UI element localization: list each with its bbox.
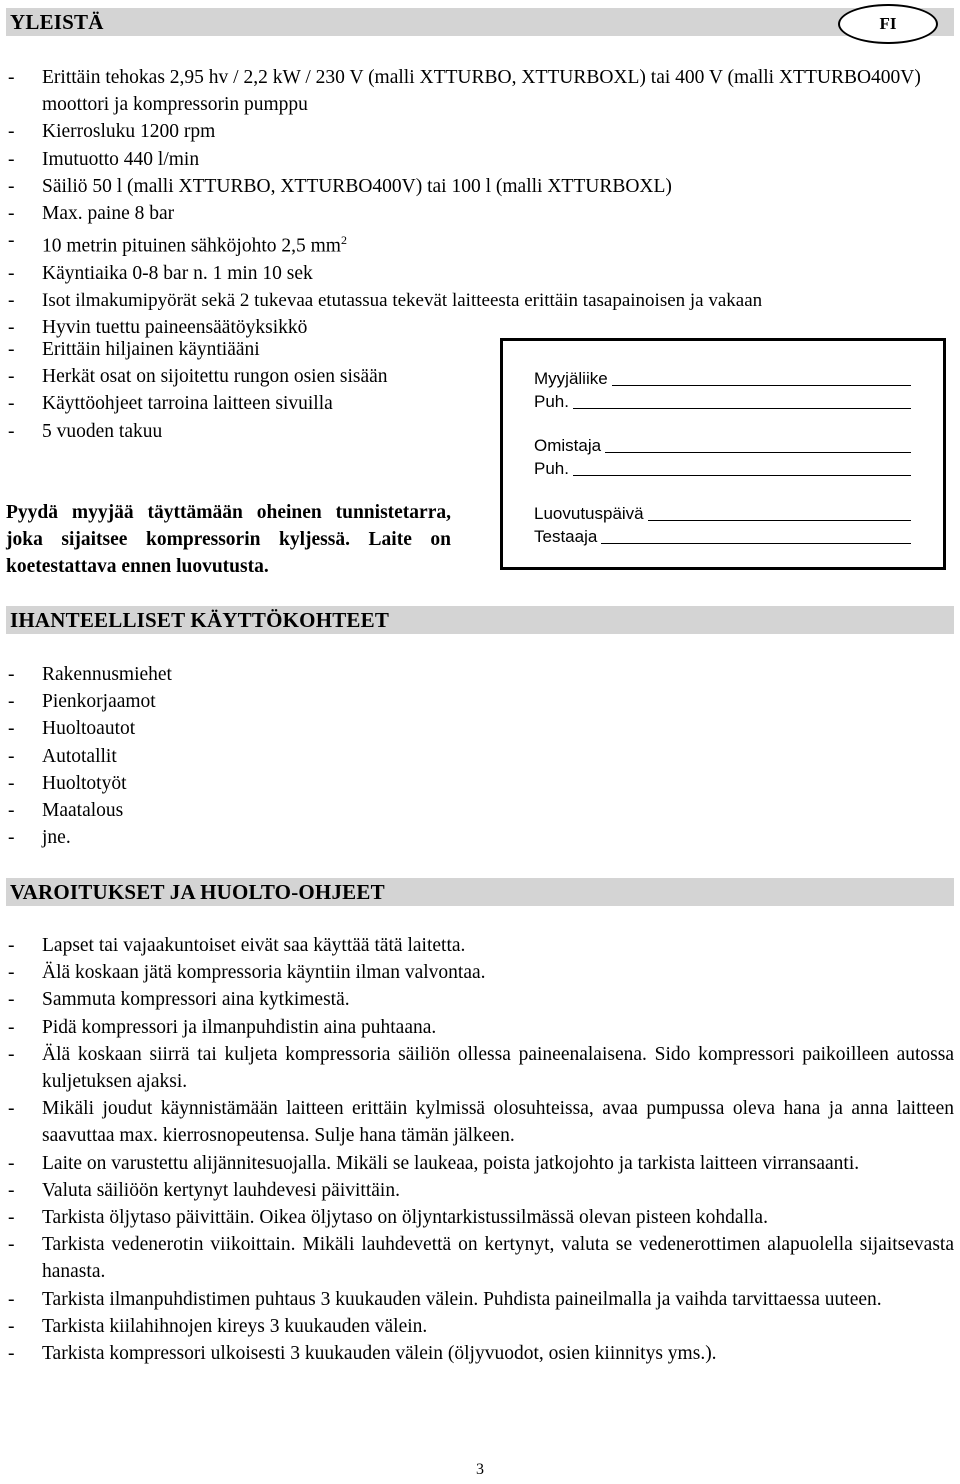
list-item: - Pienkorjaamot [6,688,954,715]
list-item: - Pidä kompressori ja ilmanpuhdistin aina puhtaana. [6,1014,954,1041]
section-header-kayttokohteet [6,606,954,634]
section-title: YLEISTÄ [10,10,104,34]
field-omistaja [534,433,911,455]
list-item: - Kierrosluku 1200 rpm [6,118,954,145]
page-number: 3 [476,1461,484,1478]
list-item: - Maatalous [6,797,954,824]
field-luovutuspaiva [534,501,911,523]
list-item: - Tarkista kiilahihnojen kireys 3 kuukauden välein. [6,1313,954,1340]
list-item: - Käyttöohjeet tarroina laitteen sivuilla [6,390,452,417]
list-item: - Lapset tai vajaakuntoiset eivät saa käyttää tätä laitetta. [6,932,954,959]
fill-line [601,543,911,544]
list-item: - Älä koskaan siirrä tai kuljeta kompressoria säiliön ollessa paineenalaisena. Sido kompressori paikoilleen autossa kuljetuksen ajaksi. [6,1041,954,1095]
list-item: - Huoltoautot [6,715,954,742]
list-item: - Herkät osat on sijoitettu rungon osien sisään [6,363,452,390]
field-label: Puh. [534,459,569,478]
field-label: Testaaja [534,527,598,546]
label-note: Pyydä myyjää täyttämään oheinen tunnistetarra, joka sijaitsee kompressorin kyljessä. Laite on koetestattava ennen luovutusta. [6,502,451,578]
list-item: - 10 metrin pituinen sähköjohto 2,5 $mm^2$ [6,227,954,260]
list-item: - Tarkista öljytaso päivittäin. Oikea öljytaso on öljyntarkistussilmässä olevan pisteen kohdalla. [6,1204,954,1231]
list-item: - Tarkista kompressori ulkoisesti 3 kuukauden välein (öljyvuodot, osien kiinnitys yms.). [6,1340,954,1367]
list-item: - Imutuotto 440 l/min [6,146,954,173]
list-item: - jne. [6,824,954,851]
list-item: - Valuta säiliöön kertynyt lauhdevesi päivittäin. [6,1177,954,1204]
fill-line [573,408,911,409]
features-list [6,64,954,342]
field-label: Myyjäliike [534,369,608,388]
warnings-list [6,932,954,1367]
list-item: - Käyntiaika 0-8 bar n. 1 min 10 sek [6,260,954,287]
field-label: Puh. [534,392,569,411]
features-list-continued [6,336,452,445]
list-item: - Hyvin tuettu paineensäätöyksikkö [6,314,954,341]
list-item: - Laite on varustettu alijännitesuojalla. Mikäli se laukeaa, poista jatkojohto ja tarkista laitteen virransaanti. [6,1150,954,1177]
list-item: - Erittäin tehokas 2,95 hv / 2,2 kW / 230 V (malli XTTURBO, XTTURBOXL) tai 400 V (malli XTTURBO400V) moottori ja kompressorin pumppu [6,64,954,118]
field-puh-seller [534,389,911,411]
field-label: Luovutuspäivä [534,504,644,523]
fill-line [573,475,911,476]
section-header-varoitukset [6,878,954,906]
list-item: - Tarkista vedenerotin viikoittain. Mikäli lauhdevettä on kertynyt, valuta se vedenerottimen alapuolella sijaitsevasta hanasta. [6,1231,954,1285]
list-item: - Mikäli joudut käynnistämään laitteen erittäin kylmissä olosuhteissa, avaa pumpussa oleva hana ja anna laitteen saavuttaa max. kierrosnopeutensa. Sulje hana tämän jälkeen. [6,1095,954,1149]
list-item: - Isot ilmakumipyörät sekä 2 tukevaa etutassua tekevät laitteesta erittäin tasapainoisen ja vakaan [6,287,954,314]
list-item: - Huoltotyöt [6,770,954,797]
identification-label-card [500,338,946,570]
list-item: - Älä koskaan jätä kompressoria käyntiin ilman valvontaa. [6,959,954,986]
field-testaaja [534,524,911,546]
list-item: - Sammuta kompressori aina kytkimestä. [6,986,954,1013]
fill-line [648,520,911,521]
list-item: - Erittäin hiljainen käyntiääni [6,336,452,363]
list-item: - Säiliö 50 l (malli XTTURBO, XTTURBO400V) tai 100 l (malli XTTURBOXL) [6,173,954,200]
list-item: - Rakennusmiehet [6,661,954,688]
list-item: - Max. paine 8 bar [6,200,954,227]
section-header-yleista [6,8,954,36]
fill-line [612,385,911,386]
field-myyjaliike [534,366,911,388]
list-item: - 5 vuoden takuu [6,418,452,445]
language-badge: FI [838,4,938,44]
section-title: VAROITUKSET JA HUOLTO-OHJEET [10,880,385,904]
superscript: 2 [340,233,347,248]
list-item: - Autotallit [6,743,954,770]
use-cases-list [6,661,954,851]
section-title: IHANTEELLISET KÄYTTÖKOHTEET [10,608,390,632]
list-item: - Tarkista ilmanpuhdistimen puhtaus 3 kuukauden välein. Puhdista paineilmalla ja vaihda tarvittaessa uuteen. [6,1286,954,1313]
field-puh-owner [534,456,911,478]
fill-line [605,452,911,453]
field-label: Omistaja [534,436,602,455]
